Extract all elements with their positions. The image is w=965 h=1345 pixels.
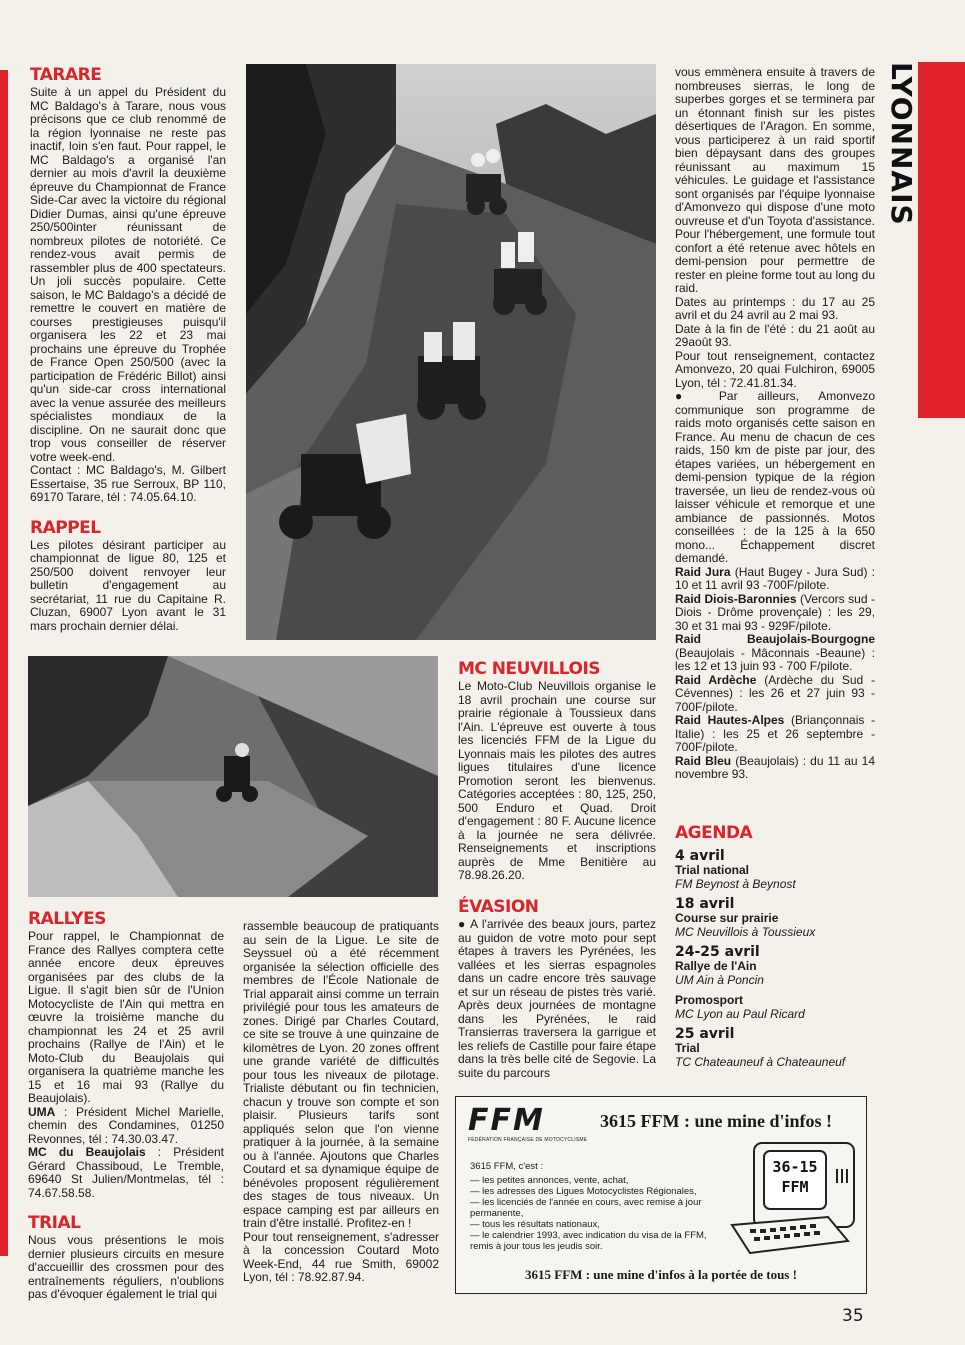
ffm-list-item: — le calendrier 1993, avec indication du visa de la FFM, remis à jour tous les jeudis soir.: [470, 1230, 707, 1252]
raid-name: Raid Ardèche: [675, 672, 757, 687]
rallyes-mcb: [28, 1146, 224, 1200]
agenda-event: Trial national: [675, 863, 750, 877]
rallyes-uma: [28, 1106, 224, 1147]
tarare-article: [30, 66, 226, 633]
screen-line: 36-15: [772, 1158, 818, 1176]
tarare-contact: Contact : MC Baldago's, M. Gilbert Essertaise, 35 rue Serroux, BP 110, 69170 Tarare, tél : 74.05.64.10.: [30, 463, 226, 504]
agenda-event: Promosport: [675, 993, 744, 1007]
trial-cont-text: rassemble beaucoup de pratiquants au sein de la Ligue. Le site de Seyssuel où a été récemment organisée la sélection officielle des membres de l'École Nationale de Trial apparait ainsi comme un terrain privilégié pour tous les amateurs de zones. Dirigé par Charles Coutard, ce site se trouve à une quinzaine de kilomètres de Lyon. 20 zones offrent une grande variété de difficultés pour tous les niveaux de pilotage. Trialiste débutant ou fin technicien, chacun y trouve son compte et son plaisir. Plusieurs tarifs sont appliqués selon que l'on vienne pratiquer à la journée, à la semaine ou à l'année. Ajoutons que Charles Coutard et sa dynamique équipe de bénévoles proposent régulièrement des stages de tous niveaux. Un espace camping est par ailleurs en train d'être installé. Profitez-en !: [243, 919, 439, 1230]
ffm-logo-mark: FFM: [468, 1103, 545, 1138]
raid-name: Raid Hautes-Alpes: [675, 713, 785, 727]
raid-item: [675, 674, 875, 715]
agenda-place: MC Lyon au Paul Ricard: [675, 1007, 805, 1021]
agenda-heading: AGENDA: [675, 823, 753, 843]
mcb-label: MC du Beaujolais: [28, 1145, 146, 1159]
ffm-list-item: — les adresses des Ligues Motocyclistes Régionales,: [470, 1186, 697, 1197]
left-red-bar: [0, 70, 8, 1256]
rallyes-heading: RALLYES: [28, 909, 106, 929]
evasion-text: ● A l'arrivée des beaux jours, partez au guidon de votre moto pour sept étapes à travers les Pyrénées, les vallées et les sierras espagnoles dans un cadre encore très sauvage et sur un réseau de pistes très varié. Après deux journées de montagne dans les Pyrénées, le raid Transierras traversera la garrigue et les reliefs de Castille pour faire étape dans la très belle cité de Segovie. La suite du parcours: [458, 917, 656, 1080]
neuvillois-heading: MC NEUVILLOIS: [458, 659, 601, 679]
agenda-item: [675, 897, 875, 939]
raid-details: (Haut Bugey - Jura Sud) : 10 et 11 avril 93 -700F/pilote.: [675, 564, 875, 592]
rally-photo-illustration: [28, 656, 438, 897]
raid-details: (Beaujolais) : du 11 au 14 novembre 93.: [675, 753, 876, 781]
agenda: [675, 824, 875, 1069]
trial-text: Nous vous présentions le mois dernier plusieurs circuits en mesure d'accueillir des crossmen pour des entraînements réguliers, n'oublions pas d'évoquer également le trial qui: [28, 1233, 224, 1301]
tarare-text: Suite à un appel du Président du MC Baldago's à Tarare, nous vous précisons que ce club renommé de la région lyonnaise ne reste pas inactif, loin s'en faut. Pour rappel, le MC Baldago's a organisé l'an dernier au mois d'avril la deuxième épreuve du Championnat de France Side-Car avec la victoire du régional Didier Dumas, ainsi qu'une épreuve 250/500inter réunissant de nombreux pilotes de notoriété. Ce rendez-vous avait permis de rassembler plus de 400 spectateurs. Un joli succès populaire. Cette saison, le MC Baldago's a décidé de remettre le couvert en matière de courses prestigieuses puisqu'il organisera les 22 et 23 mai prochains une épreuve du Trophée de France Open 250/500 (avec la participation de Frédéric Billot) ainsi qu'un side-car cross international avec la venue assurée des meilleurs spécialistes mondiaux de la discipline. On ne saurait donc que trop vous conseiller de réserver votre week-end.: [30, 85, 226, 464]
evasion-article: [458, 898, 656, 1080]
ffm-list-item: — les petites annonces, vente, achat,: [470, 1175, 629, 1186]
rappel-heading: RAPPEL: [30, 517, 101, 538]
agenda-place: MC Neuvillois à Toussieux: [675, 925, 816, 939]
section-label: LYONNAIS: [885, 62, 918, 226]
rallyes-text: Pour rappel, le Championnat de France des Rallyes comptera cette année encore deux épreuves organisées par des clubs de la Ligue. Il s'agit bien sûr de l'Union Motocycliste de l'Ain qui mettra en œuvre la troisième manche du championnat les 24 et 25 avril prochains (Rallye de l'Ain) et le Moto-Club du Beaujolais qui organisera la quatrième manche les 15 et 16 mai 93 (Rallye du Beaujolais).: [28, 929, 224, 1105]
mcb-text: : Président Gérard Chassiboud, Le Tremble, 69640 St Julien/Montmelas, tél : 74.67.58.58.: [28, 1145, 224, 1200]
right-p4: Pour tout renseignement, contactez Amonvezo, 20 quai Fulchiron, 69005 Lyon, tél : 72.41.81.34.: [675, 348, 875, 390]
uma-text: : Président Michel Marielle, chemin des Condamines, 01250 Revonnes, tél : 74.30.03.47.: [28, 1104, 224, 1146]
ffm-list-item: — les licenciés de l'année en cours, avec remise à jour permanente,: [470, 1197, 702, 1219]
raid-item: [675, 755, 875, 782]
tarare-heading: TARARE: [30, 65, 102, 85]
minitel-icon: [728, 1141, 856, 1259]
agenda-item: [675, 1027, 875, 1069]
agenda-event: Course sur prairie: [675, 911, 779, 925]
ffm-headline: 3615 FFM : une mine d'infos !: [600, 1111, 832, 1131]
ffm-list-item: — tous les résultats nationaux,: [470, 1219, 600, 1230]
agenda-item: [675, 993, 875, 1021]
raid-name: Raid Beaujolais-Bourgogne: [675, 632, 875, 646]
sidecar-race-photo: [246, 64, 656, 640]
agenda-event: Rallye de l'Ain: [675, 959, 757, 973]
uma-label: UMA: [28, 1104, 56, 1119]
right-p1: vous emmènera ensuite à travers de nombreuses sierras, le long de superbes gorges et se terminera par un étonnant finish sur les pistes désertiques de l'Aragon. En somme, vous participerez à un raid sportif bien dépaysant dans des groupes réunissant au maximum 15 véhicules. Le guidage et l'assistance sont organisés par l'équipe lyonnaise d'Amonvezo qui dispose d'une moto ouvreuse et d'un Toyota d'assistance. Pour l'hébergement, une formule tout confort a été retenue avec hôtels en demi-pension pour permettre de rester en pleine forme tout au long du raid.: [675, 65, 875, 295]
agenda-item: [675, 945, 875, 987]
raid-name: Raid Jura: [675, 564, 731, 579]
minitel-screen: [768, 1157, 822, 1197]
right-p5: ● Par ailleurs, Amonvezo communique son programme de raids moto organisés cette saison en France. Au menu de chacun de ces raids, 150 km de piste par jour, des étapes variées, un hébergement en demi-pension typique de la région traversée, un lieu de rendez-vous où laisser véhicule et remorque et une ambiance de passionnés. Motos conseillées : de la 125 à la 650 mono... Échappement discret demandé.: [675, 389, 875, 565]
trial-contact: Pour tout renseignement, s'adresser à la concession Coutard Moto Week-End, 44 rue Smith, 69002 Lyon, tél : 78.92.87.94.: [243, 1229, 439, 1284]
agenda-date: 18 avril: [675, 896, 735, 912]
trial-heading: TRIAL: [28, 1213, 81, 1233]
raids-article: [675, 66, 875, 782]
raid-item: [675, 633, 875, 674]
evasion-heading: ÉVASION: [458, 897, 539, 917]
agenda-place: UM Ain à Poncin: [675, 973, 764, 987]
right-p3: Date à la fin de l'été : du 21 août au 29août 93.: [675, 321, 875, 349]
ffm-footer: 3615 FFM : une mine d'infos à la portée de tous !: [525, 1267, 797, 1282]
raid-details: (Ardèche du Sud - Cévennes) : les 26 et 27 juin 93 - 700F/pilote.: [675, 672, 875, 714]
agenda-item: [675, 849, 875, 891]
raid-details: (Vercors sud - Diois - Drôme provençale) : les 29, 30 et 31 mai 93 - 929F/pilote.: [675, 591, 875, 633]
rappel-text: Les pilotes désirant participer au championnat de ligue 80, 125 et 250/500 doivent renvoyer leur bulletin d'engagement au secrétariat, 11 rue du Capitaine R. Cluzan, 69007 Lyon avant le 31 mars prochain dernier délai.: [30, 537, 226, 633]
trial-continued: [243, 920, 439, 1285]
agenda-event: Trial: [675, 1041, 700, 1055]
raid-name: Raid Bleu: [675, 753, 732, 768]
ffm-logo: [468, 1105, 588, 1143]
raid-details: (Briançonnais - Italie) : les 25 et 26 septembre - 700F/pilote.: [675, 713, 875, 754]
rally-road-photo: [28, 656, 438, 897]
agenda-place: TC Chateauneuf à Chateauneuf: [675, 1055, 846, 1069]
agenda-date: 24-25 avril: [675, 944, 760, 960]
agenda-place: FM Beynost à Beynost: [675, 877, 796, 891]
raid-item: [675, 714, 875, 755]
rallyes-article: [28, 910, 224, 1302]
screen-line: FFM: [781, 1178, 809, 1196]
raid-name: Raid Diois-Baronnies: [675, 591, 797, 606]
agenda-date: 4 avril: [675, 848, 725, 864]
ffm-intro: 3615 FFM, c'est :: [470, 1161, 544, 1172]
right-red-bar: [918, 62, 965, 418]
neuvillois-article: [458, 660, 656, 883]
right-p2: Dates au printemps : du 17 au 25 avril et du 24 avril au 2 mai 93.: [675, 294, 875, 322]
agenda-date: 25 avril: [675, 1026, 735, 1042]
page-number: 35: [842, 1306, 864, 1326]
sidecar-photo-illustration: [246, 64, 656, 640]
raid-item: [675, 593, 875, 634]
raid-details: (Beaujolais - Mâconnais -Beaune) : les 12 et 13 juin 93 - 700 F/pilote.: [675, 645, 875, 673]
raid-item: [675, 566, 875, 593]
neuvillois-text: Le Moto-Club Neuvillois organise le 18 avril prochain une course sur prairie régionale à Toussieux dans l'Ain. L'épreuve est ouverte à tous les licenciés FFM de la Ligue du Lyonnais mais les pilotes des autres ligues titulaires d'une licence Promotion seront les bienvenus. Catégories acceptées : 80, 125, 250, 500 Enduro et Quad. Droit d'engagement : 80 F. Aucune licence à la journée ne sera délivrée. Renseignements et inscriptions auprès de Mme Benitière au 78.98.26.20.: [458, 679, 656, 882]
ffm-list: [470, 1161, 730, 1252]
ffm-advert: [455, 1096, 867, 1294]
ffm-logo-sub: FÉDÉRATION FRANÇAISE DE MOTOCYCLISME: [468, 1137, 588, 1143]
